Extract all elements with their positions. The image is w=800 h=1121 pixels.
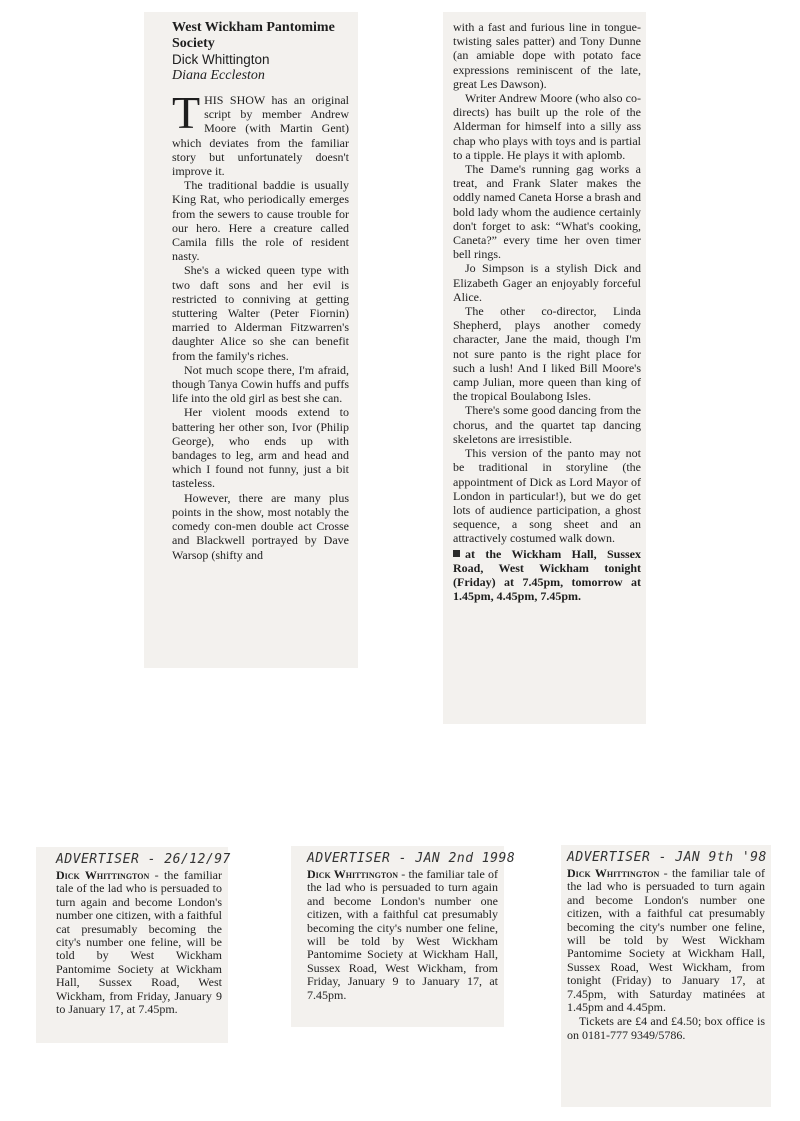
- notice-text: [56, 869, 222, 1016]
- review-venue: West Wickham Pantomime Society: [172, 20, 335, 51]
- review-intro-text: HIS SHOW has an original script by member Andrew Moore (with Martin Gent) which deviates from the familiar story but unfortunately doesn't improve it.: [172, 93, 349, 179]
- review-clipping-left: [144, 12, 358, 668]
- handwritten-annotation: ADVERTISER - JAN 9th '98: [567, 850, 767, 865]
- notice-text: [307, 868, 498, 1002]
- handwritten-annotation: ADVERTISER - 26/12/97: [56, 852, 231, 867]
- notice-body: - the familiar tale of the lad who is persuaded to turn again and become London's number one citizen, with a faithful cat presumably becoming the city's number one feline, will be told by West Wickham Pantomime Society at Wickham Hall, Sussex Road, West Wickham, from tonight (Friday) to January 17, at 7.45pm, with Saturday matinées at 1.45pm and 4.45pm.: [567, 866, 766, 1015]
- review-intro-paragraph: [172, 87, 349, 179]
- notice-body: - the familiar tale of the lad who is persuaded to turn again and become London's number one citizen, with a faithful cat presumably becoming the city's number one feline, will be told by West Wickham Pantomime Society at Wickham Hall, Sussex Road, West Wickham, from Friday, January 9 to January 17, at 7.45pm.: [307, 867, 499, 1002]
- review-paragraph: Writer Andrew Moore (who also co-directs) has built up the role of the Alderman for himself into a silly ass chap who plays with toys and is partial to a tipple. He plays it with aplomb.: [453, 91, 641, 162]
- notice-lead: Dick Whittington: [56, 868, 150, 882]
- listing-notice-3: [561, 845, 771, 1107]
- review-show-title: Dick Whittington: [172, 52, 270, 67]
- notice-text: [567, 867, 765, 1014]
- review-author: Diana Eccleston: [172, 68, 265, 83]
- drop-cap: T: [172, 87, 201, 138]
- review-paragraph: There's some good dancing from the chorus, and the quartet tap dancing skeletons are irresistible.: [453, 403, 641, 446]
- review-paragraph: This version of the panto may not be traditional in storyline (the appointment of Dick as Lord Mayor of London in particular!), but we do get lots of audience participation, a ghost sequence, a song sheet and an attractively costumed walk down.: [453, 446, 641, 546]
- notice-lead: Dick Whittington: [567, 866, 660, 880]
- notice-tickets: Tickets are £4 and £4.50; box office is on 0181-777 9349/5786.: [567, 1014, 765, 1042]
- listing-notice-2: [291, 846, 516, 1027]
- notice-body: - the familiar tale of the lad who is persuaded to turn again and become London's number one citizen, with a faithful cat presumably becoming the city's number one feline, will be told by West Wickham Pantomime Society at Wickham Hall, Sussex Road, West Wickham, from Friday, January 9 to January 17, at 7.45pm.: [56, 868, 222, 1017]
- review-paragraph: The Dame's running gag works a treat, and Frank Slater makes the oddly named Caneta Horse a brash and bold lady whom the audience certainly don't forget to ask: “What's cooking, Caneta?” every time her oven timer bell rings.: [453, 162, 641, 262]
- review-paragraph: She's a wicked queen type with two daft sons and her evil is restricted to conniving at getting stuttering Walter (Peter Fiornin) married to Alderman Fitzwarren's daughter Alice so she can benefit from the family's riches.: [172, 263, 349, 363]
- review-paragraph: The other co-director, Linda Shepherd, plays another comedy character, Jane the maid, though I'm not sure panto is the right place for such a lush! And I liked Bill Moore's camp Julian, more queen than king of the tropical Boulabong Isles.: [453, 304, 641, 404]
- notice-lead: Dick Whittington: [307, 867, 399, 881]
- venue-info-text: at the Wickham Hall, Sussex Road, West Wickham tonight (Friday) at 7.45pm, tomorrow at 1.45pm, 4.45pm, 7.45pm.: [453, 546, 641, 604]
- square-bullet-icon: [453, 550, 460, 557]
- venue-info: [453, 547, 641, 604]
- review-clipping-right: [443, 12, 646, 724]
- listing-notice-1: [36, 847, 231, 1043]
- review-paragraph: Her violent moods extend to battering her other son, Ivor (Philip George), who ends up with bandages to leg, arm and head and which I found not funny, just a bit tasteless.: [172, 405, 349, 491]
- handwritten-annotation: ADVERTISER - JAN 2nd 1998: [307, 851, 516, 866]
- review-paragraph: Not much scope there, I'm afraid, though Tanya Cowin huffs and puffs life into the old girl as best she can.: [172, 362, 349, 406]
- review-paragraph: The traditional baddie is usually King Rat, who periodically emerges from the sewers to cause trouble for our hero. Here a creature called Camila fills the role of resident nasty.: [172, 178, 349, 264]
- review-paragraph: with a fast and furious line in tongue-twisting sales patter) and Tony Dunne (an amiable dope with potato face expressions reminiscent of the late, great Les Dawson).: [453, 20, 641, 91]
- review-paragraph: However, there are many plus points in the show, most notably the comedy con-men double act Crosse and Blackwell portrayed by Dave Warsop (shifty and: [172, 490, 349, 562]
- review-paragraph: Jo Simpson is a stylish Dick and Elizabeth Gager an enjoyably forceful Alice.: [453, 261, 641, 304]
